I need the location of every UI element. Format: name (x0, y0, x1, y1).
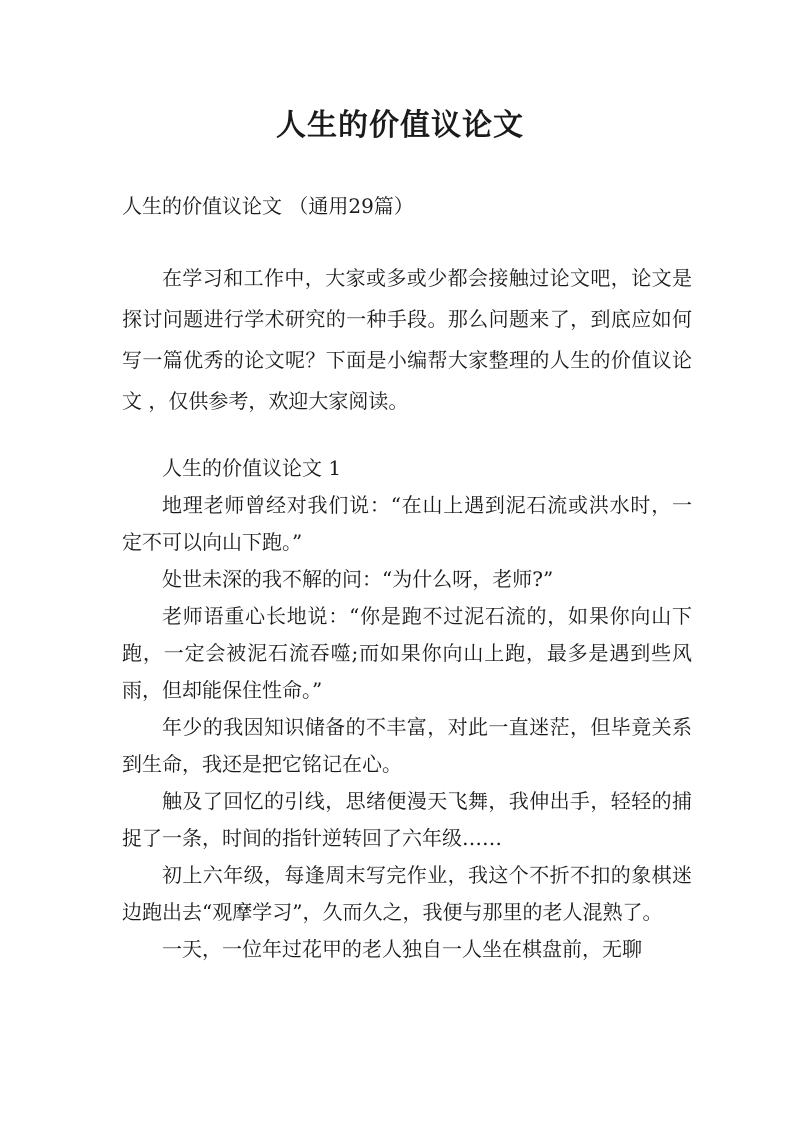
article-body (122, 450, 692, 968)
body-paragraph: 老师语重心长地说：“你是跑不过泥石流的，如果你向山下跑，一定会被泥石流吞噬;而如果你向山上跑，最多是遇到些风雨，但却能保住性命。” (122, 604, 692, 702)
body-paragraph: 处世未深的我不解的问：“为什么呀，老师?” (162, 567, 554, 591)
document-title: 人生的价值议论文 (276, 108, 524, 143)
body-paragraph: 初上六年级，每逢周末写完作业，我这个不折不扣的象棋迷边跑出去“观摩学习”，久而久之，我便与那里的老人混熟了。 (122, 863, 692, 924)
body-paragraph: 触及了回忆的引线，思绪便漫天飞舞，我伸出手，轻轻的捕捉了一条，时间的指针逆转回了六年级…… (122, 789, 692, 850)
section-heading: 人生的价值议论文 1 (162, 456, 342, 480)
document-subtitle: 人生的价值议论文 （通用29篇） (122, 194, 414, 218)
body-paragraph: 地理老师曾经对我们说：“在山上遇到泥石流或洪水时，一定不可以向山下跑。” (122, 493, 692, 554)
intro-paragraph: 在学习和工作中，大家或多或少都会接触过论文吧，论文是探讨问题进行学术研究的一种手段。那么问题来了，到底应如何写一篇优秀的论文呢？下面是小编帮大家整理的人生的价值议论文 ，仅供参考，欢迎大家阅读。 (122, 266, 692, 413)
body-paragraph: 一天，一位年过花甲的老人独自一人坐在棋盘前，无聊 (162, 937, 642, 961)
body-paragraph: 年少的我因知识储备的不丰富，对此一直迷茫，但毕竟关系到生命，我还是把它铭记在心。 (122, 715, 692, 776)
